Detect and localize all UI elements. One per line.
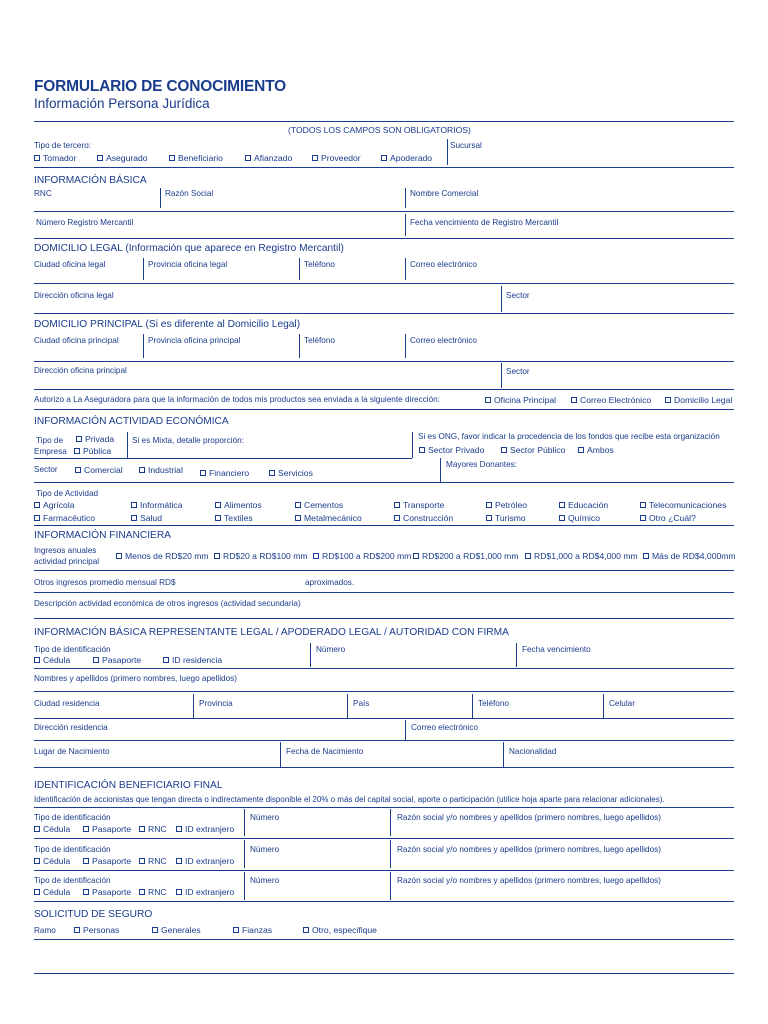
sector-option-servicios[interactable]: Servicios xyxy=(269,468,313,479)
tipo-empresa-label: Tipo de xyxy=(36,436,64,445)
ben1-option-rnc[interactable]: RNC xyxy=(139,824,167,835)
actividad-option-educacion[interactable]: Educación xyxy=(559,500,608,511)
ramo-option-personas[interactable]: Personas xyxy=(74,925,119,936)
empresa-option-privada[interactable]: Privada xyxy=(76,434,114,445)
fecha-vencimiento-registro-field[interactable]: Fecha vencimiento de Registro Mercantil xyxy=(410,218,559,227)
sector-option-comercial[interactable]: Comercial xyxy=(75,465,123,476)
ben2-option-cedula[interactable]: Cédula xyxy=(34,856,70,867)
rep-id-option-id-residencia[interactable]: ID residencia xyxy=(163,655,222,666)
sector-label: Sector xyxy=(34,465,58,474)
nombre-comercial-field[interactable]: Nombre Comercial xyxy=(410,189,479,198)
sector-option-financiero[interactable]: Financiero xyxy=(200,468,249,479)
ben1-option-id-extranjero[interactable]: ID extranjero xyxy=(176,824,234,835)
required-note: (TODOS LOS CAMPOS SON OBLIGATORIOS) xyxy=(288,125,471,135)
tercero-option-beneficiario[interactable]: Beneficiario xyxy=(169,153,223,164)
checkbox-icon xyxy=(525,553,531,559)
provincia-principal-field[interactable]: Provincia oficina principal xyxy=(148,336,241,345)
rep-direccion-field[interactable]: Dirección residencia xyxy=(34,723,108,732)
checkbox-icon xyxy=(163,657,169,663)
ciudad-principal-field[interactable]: Ciudad oficina principal xyxy=(34,336,119,345)
razon-social-field[interactable]: Razón Social xyxy=(165,189,214,198)
checkbox-icon xyxy=(413,553,419,559)
checkbox-icon xyxy=(295,515,301,521)
actividad-option-petroleo[interactable]: Petróleo xyxy=(486,500,527,511)
ben3-option-id-extranjero[interactable]: ID extranjero xyxy=(176,887,234,898)
actividad-option-agricola[interactable]: Agrícola xyxy=(34,500,75,511)
actividad-option-textiles[interactable]: Textiles xyxy=(215,513,253,524)
actividad-option-salud[interactable]: Salud xyxy=(131,513,162,524)
checkbox-icon xyxy=(131,515,137,521)
rep-telefono-field[interactable]: Teléfono xyxy=(478,699,509,708)
rep-nacionalidad-field[interactable]: Nacionalidad xyxy=(509,747,557,756)
ingresos-option-1[interactable]: Menos de RD$20 mm xyxy=(116,551,209,562)
ben1-razon-field[interactable]: Razón social y/o nombres y apellidos (primero nombres, luego apellidos) xyxy=(397,813,661,822)
beneficiario-note: Identificación de accionistas que tengan directa o indirectamente disponible el 20% o más del capital social, aporte o participación (utilice hoja aparte para relacionar adicionales). xyxy=(34,795,665,804)
checkbox-icon xyxy=(139,858,145,864)
section-heading-domicilio-principal: DOMICILIO PRINCIPAL (Si es diferente al Domicilio Legal) xyxy=(34,319,301,330)
actividad-option-cementos[interactable]: Cementos xyxy=(295,500,343,511)
rep-id-option-cedula[interactable]: Cédula xyxy=(34,655,70,666)
ben3-razon-field[interactable]: Razón social y/o nombres y apellidos (primero nombres, luego apellidos) xyxy=(397,876,661,885)
checkbox-icon xyxy=(233,927,239,933)
correo-legal-field[interactable]: Correo electrónico xyxy=(410,260,477,269)
section-heading-seguro: SOLICITUD DE SEGURO xyxy=(34,909,153,920)
empresa-option-publica[interactable]: Pública xyxy=(74,446,111,457)
checkbox-icon xyxy=(313,553,319,559)
ingresos-label-2: actividad principal xyxy=(34,557,100,566)
ong-option-sector-publico[interactable]: Sector Público xyxy=(501,445,565,456)
ben2-tipo-id-label: Tipo de identificación xyxy=(34,845,111,854)
rep-nombres-field[interactable]: Nombres y apellidos (primero nombres, luego apellidos) xyxy=(34,674,237,683)
checkbox-icon xyxy=(486,502,492,508)
actividad-option-alimentos[interactable]: Alimentos xyxy=(215,500,262,511)
checkbox-icon xyxy=(269,470,275,476)
rep-ciudad-field[interactable]: Ciudad residencia xyxy=(34,699,100,708)
checkbox-icon xyxy=(34,858,40,864)
ingresos-label: Ingresos anuales xyxy=(34,546,97,555)
checkbox-icon xyxy=(559,502,565,508)
checkbox-icon xyxy=(215,502,221,508)
ben2-option-id-extranjero[interactable]: ID extranjero xyxy=(176,856,234,867)
checkbox-icon xyxy=(176,858,182,864)
sector-principal-field[interactable]: Sector xyxy=(506,367,530,376)
checkbox-icon xyxy=(485,397,491,403)
ong-procedencia-text: Si es ONG, favor indicar la procedencia de los fondos que recibe esta organización xyxy=(418,432,720,441)
rep-pais-field[interactable]: País xyxy=(353,699,370,708)
checkbox-icon xyxy=(139,467,145,473)
checkbox-icon xyxy=(381,155,387,161)
tercero-option-apoderado[interactable]: Apoderado xyxy=(381,153,432,164)
ben3-tipo-id-label: Tipo de identificación xyxy=(34,876,111,885)
actividad-option-turismo[interactable]: Turismo xyxy=(486,513,526,524)
form-title: FORMULARIO DE CONOCIMIENTO xyxy=(34,78,286,95)
checkbox-icon xyxy=(97,155,103,161)
checkbox-icon xyxy=(176,826,182,832)
section-heading-financiera: INFORMACIÓN FINANCIERA xyxy=(34,530,171,541)
actividad-option-construccion[interactable]: Construcción xyxy=(394,513,453,524)
checkbox-icon xyxy=(34,889,40,895)
ciudad-legal-field[interactable]: Ciudad oficina legal xyxy=(34,260,106,269)
ben2-numero-field[interactable]: Número xyxy=(250,845,280,854)
ben1-option-pasaporte[interactable]: Pasaporte xyxy=(83,824,131,835)
checkbox-icon xyxy=(75,467,81,473)
actividad-option-informatica[interactable]: Informática xyxy=(131,500,183,511)
telefono-legal-field[interactable]: Teléfono xyxy=(304,260,335,269)
checkbox-icon xyxy=(83,858,89,864)
tercero-option-asegurado[interactable]: Asegurado xyxy=(97,153,148,164)
actividad-option-quimico[interactable]: Químico xyxy=(559,513,600,524)
ben3-numero-field[interactable]: Número xyxy=(250,876,280,885)
ingresos-option-5[interactable]: RD$1,000 a RD$4,000 mm xyxy=(525,551,638,562)
ben1-option-cedula[interactable]: Cédula xyxy=(34,824,70,835)
checkbox-icon xyxy=(83,889,89,895)
rep-numero-field[interactable]: Número xyxy=(316,645,346,654)
checkbox-icon xyxy=(571,397,577,403)
provincia-legal-field[interactable]: Provincia oficina legal xyxy=(148,260,228,269)
ben2-option-pasaporte[interactable]: Pasaporte xyxy=(83,856,131,867)
checkbox-icon xyxy=(139,826,145,832)
checkbox-icon xyxy=(419,447,425,453)
checkbox-icon xyxy=(169,155,175,161)
checkbox-icon xyxy=(394,515,400,521)
direccion-legal-field[interactable]: Dirección oficina legal xyxy=(34,291,114,300)
checkbox-icon xyxy=(640,502,646,508)
tipo-identificacion-label: Tipo de identificación xyxy=(34,645,111,654)
checkbox-icon xyxy=(578,447,584,453)
rep-provincia-field[interactable]: Provincia xyxy=(199,699,233,708)
telefono-principal-field[interactable]: Teléfono xyxy=(304,336,335,345)
form-subtitle: Información Persona Jurídica xyxy=(34,96,210,111)
checkbox-icon xyxy=(116,553,122,559)
divider xyxy=(34,121,734,122)
checkbox-icon xyxy=(34,826,40,832)
checkbox-icon xyxy=(312,155,318,161)
ramo-option-fianzas[interactable]: Fianzas xyxy=(233,925,272,936)
ben2-option-rnc[interactable]: RNC xyxy=(139,856,167,867)
checkbox-icon xyxy=(131,502,137,508)
sucursal-field[interactable]: Sucursal xyxy=(450,141,482,150)
ramo-option-generales[interactable]: Generales xyxy=(152,925,201,936)
tercero-option-tomador[interactable]: Tomador xyxy=(34,153,76,164)
rep-fecha-nacimiento-field[interactable]: Fecha de Nacimiento xyxy=(286,747,364,756)
ben3-option-pasaporte[interactable]: Pasaporte xyxy=(83,887,131,898)
autorizo-text: Autorizo a La Aseguradora para que la información de todos mis productos sea enviada a la siguiente dirección: xyxy=(34,395,440,404)
tipo-actividad-label: Tipo de Actividad xyxy=(36,489,99,498)
checkbox-icon xyxy=(665,397,671,403)
section-heading-basica: INFORMACIÓN BÁSICA xyxy=(34,175,147,186)
actividad-option-farmaceutico[interactable]: Farmacéutico xyxy=(34,513,95,524)
mixta-proporcion-field[interactable]: Si es Mixta, detalle proporción: xyxy=(132,436,244,445)
actividad-option-telecomunicaciones[interactable]: Telecomunicaciones xyxy=(640,500,726,511)
checkbox-icon xyxy=(34,155,40,161)
envio-option-oficina-principal[interactable]: Oficina Principal xyxy=(485,395,556,406)
ingresos-option-3[interactable]: RD$100 a RD$200 mm xyxy=(313,551,411,562)
checkbox-icon xyxy=(152,927,158,933)
checkbox-icon xyxy=(640,515,646,521)
ben3-option-rnc[interactable]: RNC xyxy=(139,887,167,898)
ramo-option-otro[interactable]: Otro, especifique xyxy=(303,925,377,936)
checkbox-icon xyxy=(501,447,507,453)
checkbox-icon xyxy=(76,436,82,442)
footer-divider xyxy=(34,973,734,974)
ben3-option-cedula[interactable]: Cédula xyxy=(34,887,70,898)
checkbox-icon xyxy=(74,927,80,933)
checkbox-icon xyxy=(93,657,99,663)
checkbox-icon xyxy=(486,515,492,521)
tercero-option-proveedor[interactable]: Proveedor xyxy=(312,153,361,164)
rep-lugar-nacimiento-field[interactable]: Lugar de Nacimiento xyxy=(34,747,110,756)
envio-option-correo-electronico[interactable]: Correo Electrónico xyxy=(571,395,651,406)
tercero-option-afianzado[interactable]: Afianzado xyxy=(245,153,292,164)
checkbox-icon xyxy=(303,927,309,933)
checkbox-icon xyxy=(34,502,40,508)
checkbox-icon xyxy=(74,448,80,454)
section-heading-actividad: INFORMACIÓN ACTIVIDAD ECONÓMICA xyxy=(34,416,229,427)
rnc-field[interactable]: RNC xyxy=(34,189,52,198)
aproximados-label: aproximados. xyxy=(305,578,355,587)
tercero-label: Tipo de tercero: xyxy=(34,141,92,150)
sector-legal-field[interactable]: Sector xyxy=(506,291,530,300)
checkbox-icon xyxy=(139,889,145,895)
checkbox-icon xyxy=(83,826,89,832)
ong-option-ambos[interactable]: Ambos xyxy=(578,445,614,456)
mayores-donantes-field[interactable]: Mayores Donantes: xyxy=(446,460,517,469)
otros-ingresos-field[interactable]: Otros ingresos promedio mensual RD$ xyxy=(34,578,176,587)
ramo-label: Ramo xyxy=(34,926,56,935)
rep-correo-field[interactable]: Correo electrónico xyxy=(411,723,478,732)
ben1-numero-field[interactable]: Número xyxy=(250,813,280,822)
ong-option-sector-privado[interactable]: Sector Privado xyxy=(419,445,484,456)
ingresos-option-4[interactable]: RD$200 a RD$1,000 mm xyxy=(413,551,519,562)
rep-id-option-pasaporte[interactable]: Pasaporte xyxy=(93,655,141,666)
checkbox-icon xyxy=(34,657,40,663)
ben1-tipo-id-label: Tipo de identificación xyxy=(34,813,111,822)
direccion-principal-field[interactable]: Dirección oficina principal xyxy=(34,366,127,375)
actividad-option-otro[interactable]: Otro ¿Cuál? xyxy=(640,513,696,524)
registro-mercantil-field[interactable]: Número Registro Mercantil xyxy=(36,218,134,227)
checkbox-icon xyxy=(176,889,182,895)
correo-principal-field[interactable]: Correo electrónico xyxy=(410,336,477,345)
tipo-empresa-label-2: Empresa xyxy=(34,447,67,456)
checkbox-icon xyxy=(200,470,206,476)
checkbox-icon xyxy=(394,502,400,508)
envio-option-domicilio-legal[interactable]: Domicilio Legal xyxy=(665,395,732,406)
checkbox-icon xyxy=(34,515,40,521)
checkbox-icon xyxy=(215,515,221,521)
checkbox-icon xyxy=(214,553,220,559)
ingresos-option-2[interactable]: RD$20 a RD$100 mm xyxy=(214,551,308,562)
rep-fecha-vencimiento-field[interactable]: Fecha vencimiento xyxy=(522,645,591,654)
ingresos-option-6[interactable]: Más de RD$4,000mm xyxy=(643,551,736,562)
ben2-razon-field[interactable]: Razón social y/o nombres y apellidos (primero nombres, luego apellidos) xyxy=(397,845,661,854)
section-heading-representante: INFORMACIÓN BÁSICA REPRESENTANTE LEGAL / APODERADO LEGAL / AUTORIDAD CON FIRMA xyxy=(34,627,509,638)
checkbox-icon xyxy=(295,502,301,508)
actividad-option-metalmecanico[interactable]: Metalmecánico xyxy=(295,513,362,524)
sector-option-industrial[interactable]: Industrial xyxy=(139,465,183,476)
checkbox-icon xyxy=(559,515,565,521)
rep-celular-field[interactable]: Celular xyxy=(609,699,635,708)
actividad-option-transporte[interactable]: Transporte xyxy=(394,500,444,511)
section-heading-beneficiario: IDENTIFICACIÓN BENEFICIARIO FINAL xyxy=(34,780,223,791)
section-heading-domicilio-legal: DOMICILIO LEGAL (Información que aparece en Registro Mercantil) xyxy=(34,243,344,254)
checkbox-icon xyxy=(245,155,251,161)
descripcion-actividad-secundaria-field[interactable]: Descripción actividad económica de otros ingresos (actividad secundaria) xyxy=(34,599,301,608)
checkbox-icon xyxy=(643,553,649,559)
